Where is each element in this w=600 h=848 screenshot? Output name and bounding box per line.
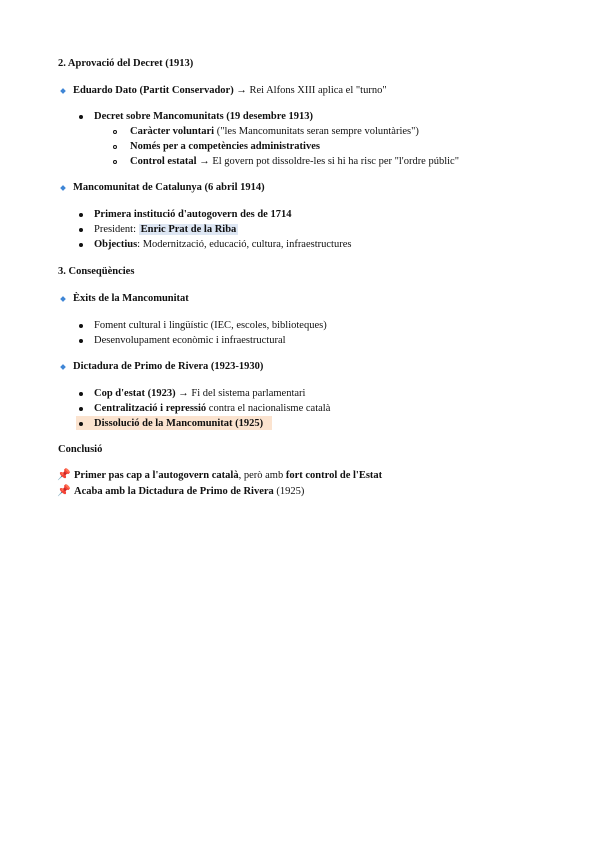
- bullet-diamond-icon: [60, 296, 66, 302]
- list-item: Objectius: Modernització, educació, cultura, infraestructures: [94, 239, 352, 250]
- conclusion-heading: Conclusió: [58, 444, 103, 455]
- bullet-dot-icon: [79, 228, 83, 232]
- list-item: Èxits de la Mancomunitat: [73, 293, 189, 304]
- list-item: Mancomunitat de Catalunya (6 abril 1914): [73, 182, 265, 193]
- list-item: Cop d'estat (1923) → Fi del sistema parlamentari: [94, 388, 306, 399]
- bullet-circle-icon: [113, 130, 117, 134]
- bullet-dot-icon: [79, 243, 83, 247]
- pushpin-icon: 📌: [57, 484, 71, 497]
- section-3-heading: 3. Conseqüències: [58, 266, 135, 277]
- bullet-diamond-icon: [60, 88, 66, 94]
- bullet-dot-icon: [79, 213, 83, 217]
- bullet-dot-icon: [79, 339, 83, 343]
- list-item: Foment cultural i lingüístic (IEC, escoles, biblioteques): [94, 320, 327, 331]
- list-item: Centralització i repressió contra el nacionalisme català: [94, 403, 331, 414]
- bullet-diamond-icon: [60, 364, 66, 370]
- section-2-heading: 2. Aprovació del Decret (1913): [58, 58, 194, 69]
- bullet-dot-icon: [79, 392, 83, 396]
- list-item: Dictadura de Primo de Rivera (1923-1930): [73, 361, 264, 372]
- conclusion-line: Primer pas cap a l'autogovern català, però amb fort control de l'Estat: [74, 470, 383, 481]
- list-item: Dissolució de la Mancomunitat (1925): [94, 418, 264, 429]
- highlighted-name: Enric Prat de la Riba: [140, 224, 237, 235]
- pushpin-icon: 📌: [57, 468, 71, 481]
- list-item: Eduardo Dato (Partit Conservador) → Rei Alfons XIII aplica el "turno": [73, 85, 387, 96]
- list-item: Només per a competències administratives: [130, 141, 320, 152]
- bullet-circle-icon: [113, 145, 117, 149]
- list-item: Caràcter voluntari ("les Mancomunitats seran sempre voluntàries"): [130, 126, 419, 137]
- conclusion-line: Acaba amb la Dictadura de Primo de Rivera (1925): [74, 486, 305, 497]
- list-item: Primera institució d'autogovern des de 1714: [94, 209, 292, 220]
- list-item: Desenvolupament econòmic i infraestructural: [94, 335, 286, 346]
- list-item: Decret sobre Mancomunitats (19 desembre 1913): [94, 111, 314, 122]
- list-item: Control estatal → El govern pot dissoldre-les si hi ha risc per "l'ordre públic": [130, 156, 460, 167]
- bullet-dot-icon: [79, 324, 83, 328]
- bullet-diamond-icon: [60, 185, 66, 191]
- bullet-circle-icon: [113, 160, 117, 164]
- list-item: President: Enric Prat de la Riba: [94, 224, 237, 235]
- bullet-dot-icon: [79, 422, 83, 426]
- bullet-dot-icon: [79, 407, 83, 411]
- bullet-dot-icon: [79, 115, 83, 119]
